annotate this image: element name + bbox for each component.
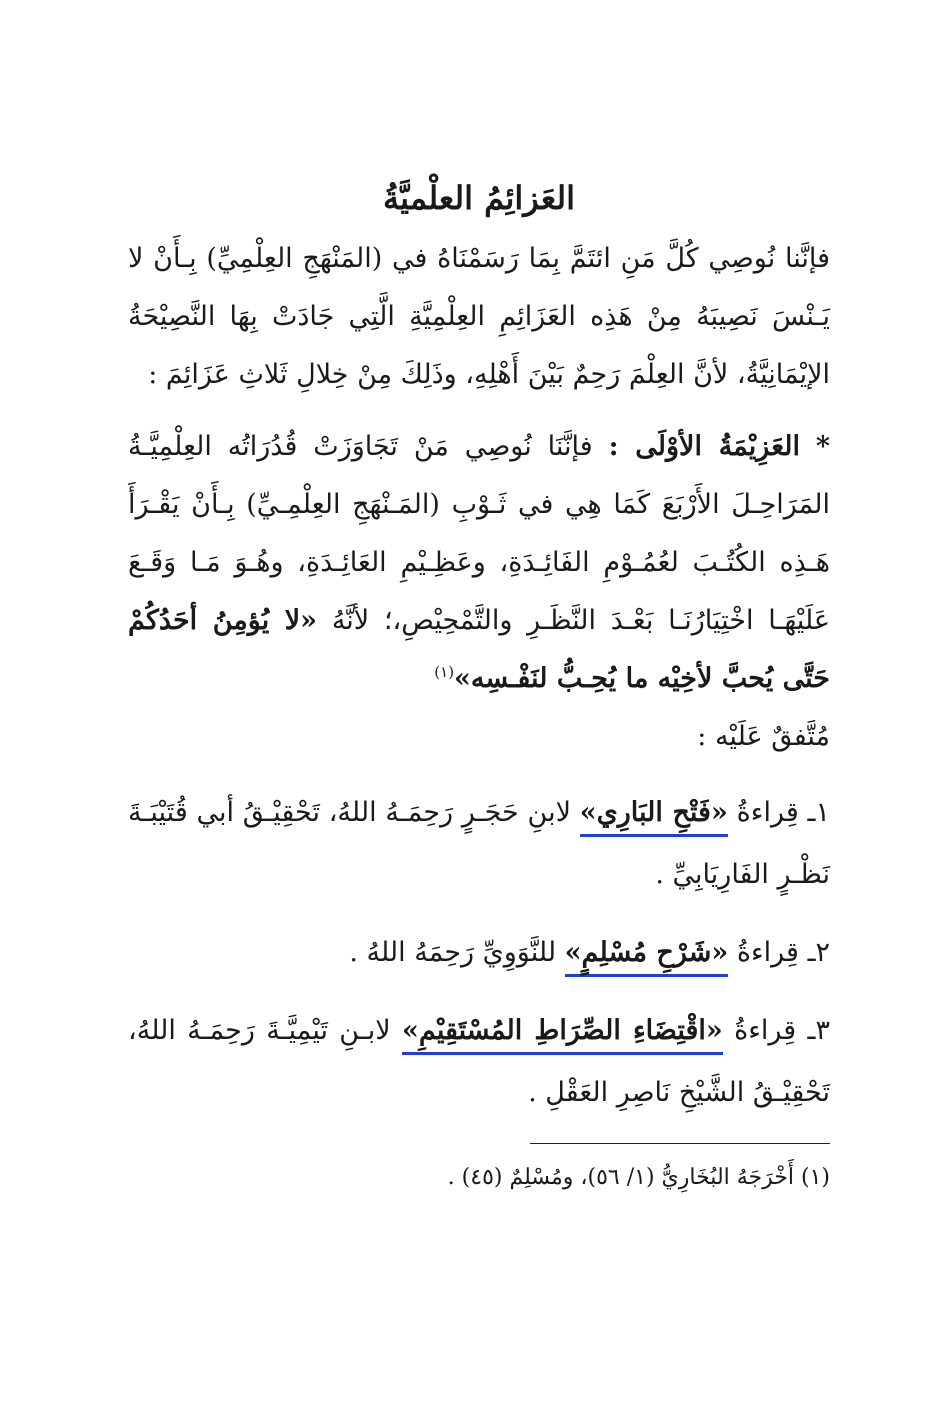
resolution-label: العَزِيْمَةُ الأوْلَى :	[608, 431, 800, 462]
footnote-marker[interactable]: (١)	[434, 663, 455, 681]
book-title-link[interactable]: «فَتْحِ البَارِي»	[580, 797, 728, 837]
book-number: ١ـ	[807, 797, 830, 828]
resolution-text: فإنَّنَا نُوصِي مَنْ تَجَاوَزَتْ قُدُرَاتُه العِلْمِيَّـةُ المَرَاحِـلَ الأَرْبَعَ كَمَا هِي في ثَـوْبِ (المَـنْهَجِ العِلْمِـيِّ) بِـأَنْ يَقْـرَأَ هَـذِه الكُتُـبَ لعُمُـوْمِ الفَائِـدَةِ، وعَظِـيْمِ العَائِـدَةِ، وهُـوَ مَـا وَقَـعَ عَلَيْهَـا اخْتِيَارُنَـا بَعْـدَ النَّظَـرِ والتَّمْحِيْصِ،؛ لأنَّهُ	[128, 431, 830, 636]
book-item-1	[128, 782, 830, 906]
page-body	[128, 168, 830, 1124]
book-prefix: قِراءةُ	[734, 1015, 797, 1046]
book-number: ٢ـ	[807, 937, 830, 968]
intro-paragraph: فإنَّنا نُوصِي كُلَّ مَنِ ائتَمَّ بِمَا رَسَمْنَاهُ في (المَنْهَجِ العِلْمِيِّ) بِـأَنْ لا يَـنْسَ نَصِيبَهُ مِنْ هَذِه العَزَائِمِ العِلْمِيَّةِ الَّتِي جَادَتْ بِهَا النَّصِيْحَةُ الإيْمَانِيَّةُ، لأنَّ العِلْمَ رَحِمٌ بَيْنَ أَهْلِهِ، وذَلِكَ مِنْ خِلالِ ثَلاثِ عَزَائِمَ :	[128, 243, 830, 390]
book-prefix: قِراءةُ	[736, 797, 799, 828]
footnote-divider	[530, 1143, 830, 1144]
first-resolution-paragraph	[128, 418, 830, 766]
book-details: لابـنِ تَيْمِيَّـةَ رَحِمَـهُ اللهُ، تَحْقِيْـقُ الشَّيْخِ نَاصِرِ العَقْلِ .	[128, 1015, 830, 1108]
book-item-3	[128, 1000, 830, 1124]
asterisk-marker: *	[815, 431, 830, 462]
page-title: العَزائِمُ العلْميَّةُ	[383, 179, 575, 217]
book-details: لابنِ حَجَـرٍ رَحِمَـهُ اللهُ، تَحْقِيْـقُ أبي قُتَيْبَـةَ نَظْـرٍ الفَارِيَابِيِّ .	[128, 797, 830, 890]
book-title-link[interactable]: «شَرْحِ مُسْلِمٍ»	[565, 937, 729, 977]
book-details: للنَّوَوِيِّ رَحِمَهُ اللهُ .	[349, 937, 557, 968]
agreed-upon-text: مُتَّفقٌ عَلَيْه :	[697, 721, 830, 752]
book-item-2	[128, 922, 830, 984]
footnote-text: (١) أَخْرَجَهُ البُخَارِيُّ (١/ ٥٦)، ومُسْلِمٌ (٤٥) .	[447, 1165, 830, 1190]
book-number: ٣ـ	[807, 1015, 830, 1046]
book-title-link[interactable]: «اقْتِضَاءِ الصِّرَاطِ المُسْتَقِيْمِ»	[402, 1015, 723, 1055]
hadith-quote: «لا يُؤمِنُ أحَدُكُمْ حَتَّى يُحبَّ لأخِيْه ما يُحِـبُّ لنَفْـسِه»	[128, 605, 830, 694]
book-prefix: قِراءةُ	[736, 937, 799, 968]
